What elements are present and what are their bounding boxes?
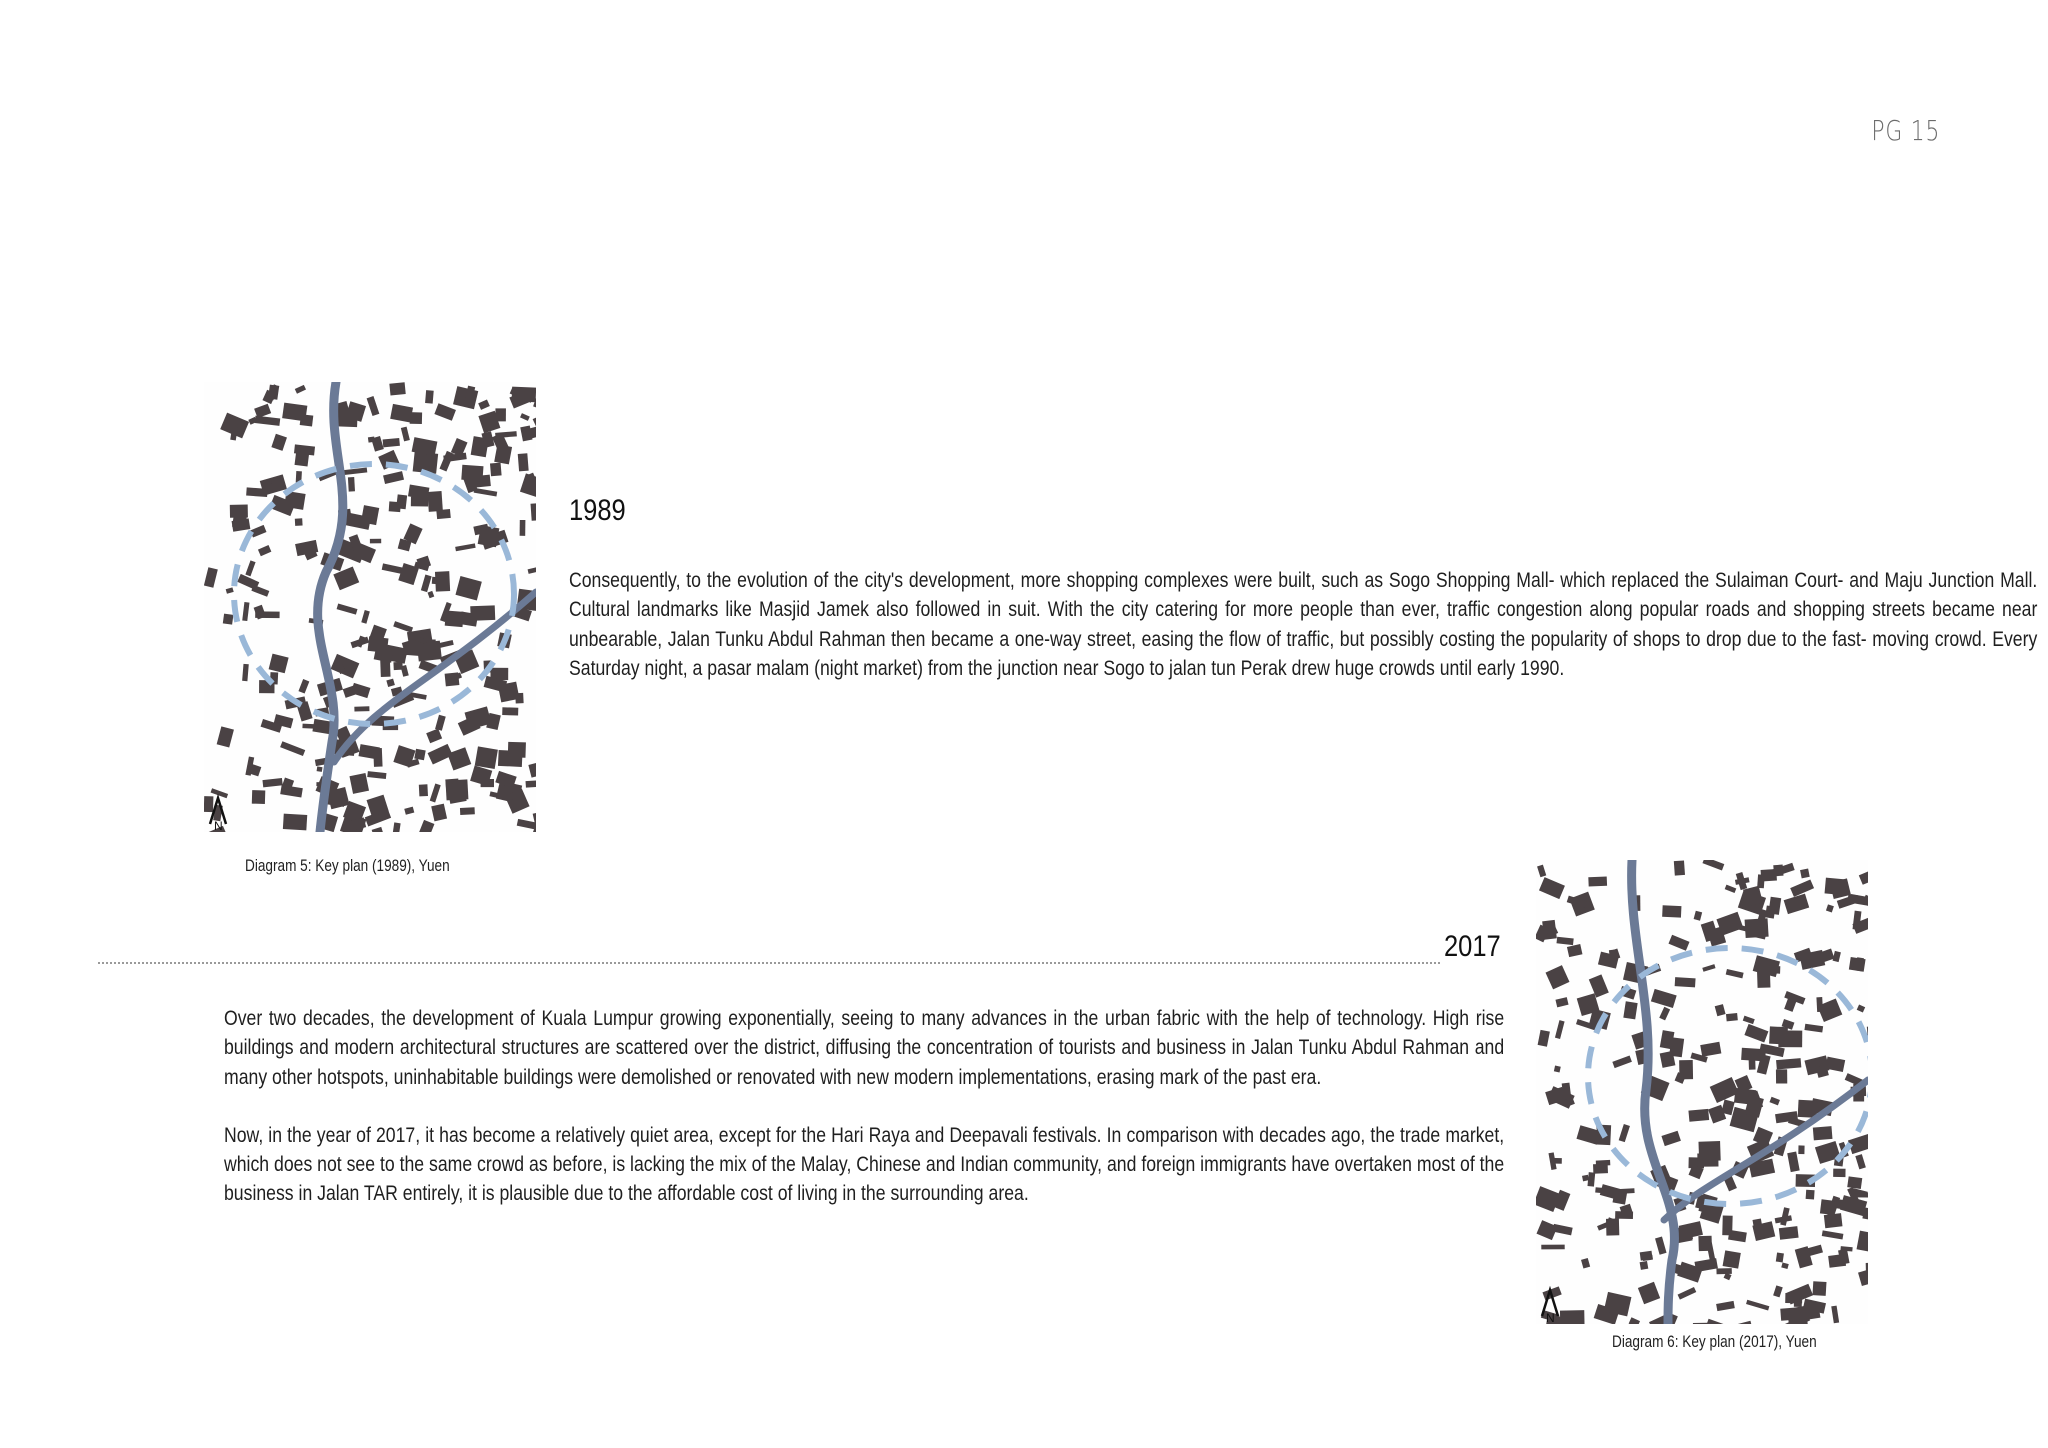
- paragraph-2017-2: Now, in the year of 2017, it has become a relatively quiet area, except for the Hari Raya and Deepavali festivals. In comparison with decades ago, the trade market, which does not see to the same crowd as before, is lacking the mix of the Malay, Chinese and Indian community, and foreign immigrants have overtaken most of the business in Jalan TAR entirely, it is plausible due to the affordable cost of living in the surrounding area.: [224, 1123, 1505, 1206]
- building-blocks: [1536, 860, 1868, 1324]
- paragraph-2017-1: Over two decades, the development of Kuala Lumpur growing exponentially, seeing to many advances in the urban fabric with the help of technology. High rise buildings and modern architectural structures are scattered over the district, diffusing the concentration of tourists and business in Jalan Tunku Abdul Rahman and many other hotspots, uninhabitable buildings were demolished or renovated with new modern implementations, erasing mark of the past era.: [224, 1007, 1505, 1089]
- paragraph-1989: Consequently, to the evolution of the city's development, more shopping complexes were built, such as Sogo Shopping Mall- which replaced the Sulaiman Court- and Maju Junction Mall. Cultural landmarks like Masjid Jamek also followed in suit. With the city catering for more people than ever, traffic congestion along popular roads and shopping streets became near unbearable, Jalan Tunku Abdul Rahman then became a one-way street, easing the flow of traffic, but possibly costing the popularity of shops to drop due to the fast- moving crowd. Every Saturday night, a pasar malam (night market) from the junction near Sogo to jalan tun Perak drew huge crowds until early 1990.: [569, 569, 2038, 680]
- building-blocks: [204, 382, 536, 832]
- year-heading-1989: 1989: [569, 494, 626, 527]
- section-divider: [98, 962, 1440, 964]
- key-plan-1989-map: [204, 382, 536, 832]
- key-plan-2017-svg: [1536, 860, 1868, 1324]
- key-plan-1989-svg: [204, 382, 536, 832]
- year-heading-2017: 2017: [1444, 930, 1501, 963]
- page-number: PG 15: [1871, 114, 1940, 147]
- svg-text:N: N: [1546, 1311, 1555, 1324]
- body-text-1989: [569, 566, 2037, 683]
- diagram-5-caption: Diagram 5: Key plan (1989), Yuen: [245, 856, 450, 875]
- diagram-6-caption: Diagram 6: Key plan (2017), Yuen: [1612, 1332, 1817, 1351]
- svg-text:N: N: [214, 819, 223, 832]
- key-plan-2017-map: [1536, 860, 1868, 1324]
- body-text-2017: [224, 1004, 1504, 1209]
- study-area-dashed-circle: [1588, 948, 1868, 1204]
